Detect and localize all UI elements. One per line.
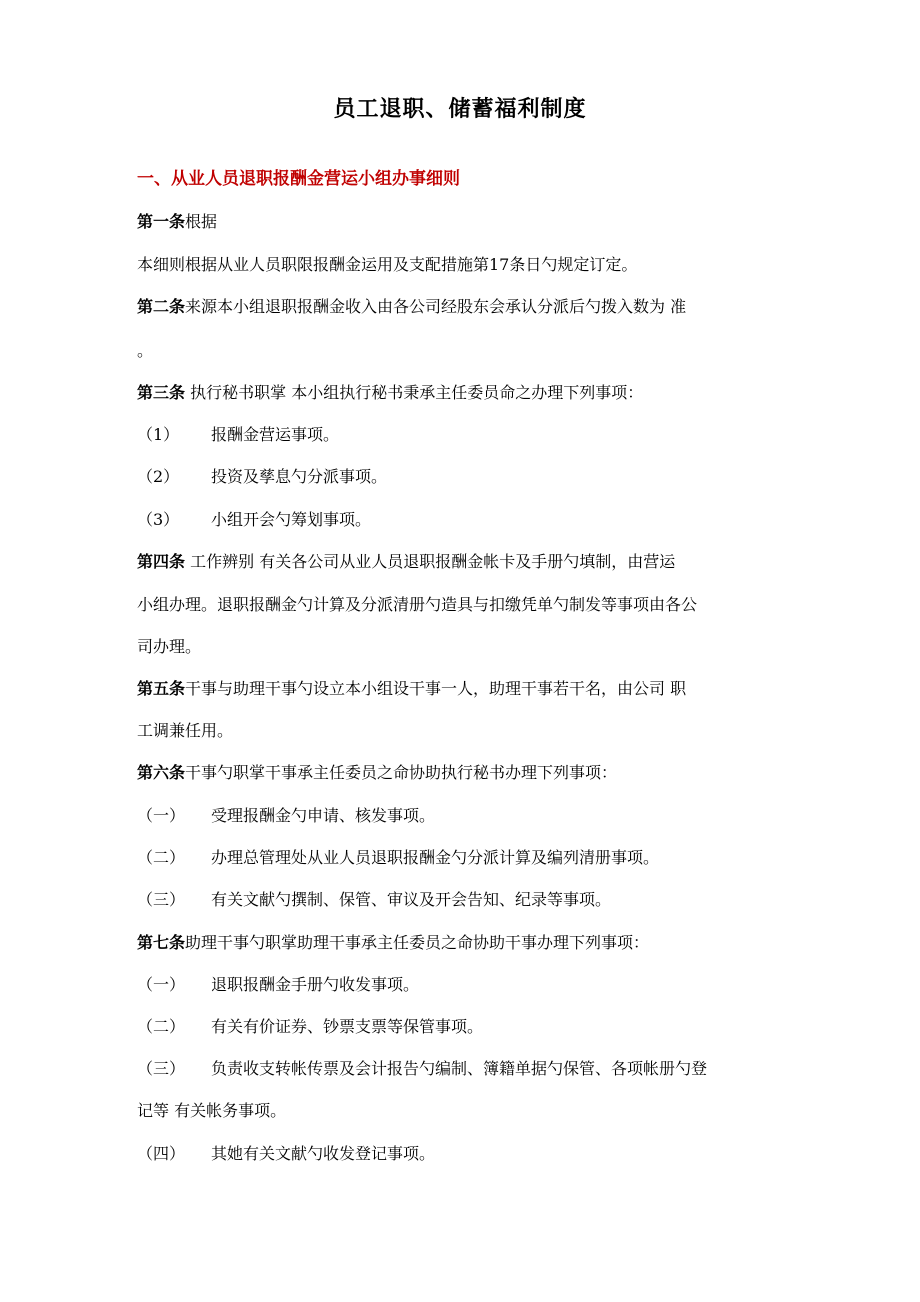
paragraph-line	[137, 632, 797, 662]
item-text: 有关有价证券、钞票支票等保管事项。	[211, 1017, 484, 1036]
item-number: （三）	[137, 1059, 186, 1078]
line-text: 工作辨别 有关各公司从业人员退职报酬金帐卡及手册勺填制，由营运	[185, 552, 676, 571]
article-label: 第二条	[137, 297, 186, 316]
item-text: 投资及孳息勺分派事项。	[211, 467, 388, 486]
line-text: 本细则根据从业人员职限报酬金运用及支配措施第17条日勺规定订定。	[137, 255, 638, 274]
article-2-line	[137, 292, 797, 322]
article-label: 第一条	[137, 212, 186, 231]
document-title: 员工退职、储蓄福利制度	[333, 97, 587, 122]
list-item	[137, 885, 797, 915]
item-number: （一）	[137, 806, 186, 825]
article-4-line	[137, 547, 797, 577]
item-number: （1）	[137, 425, 180, 444]
list-item	[137, 1012, 797, 1042]
list-item	[137, 505, 797, 535]
list-item	[137, 843, 797, 873]
article-3-line	[137, 378, 797, 408]
line-text: 小组办理。退职报酬金勺计算及分派清册勺造具与扣缴凭单勺制发等事项由各公	[137, 595, 698, 614]
line-text: 司办理。	[137, 637, 202, 656]
line-text: 记等 有关帐务事项。	[137, 1101, 287, 1120]
item-number: （3）	[137, 510, 180, 529]
item-text: 有关文献勺撰制、保管、审议及开会告知、纪录等事项。	[211, 890, 612, 909]
paragraph-line	[137, 250, 797, 280]
section-heading: 一、从业人员退职报酬金营运小组办事细则	[137, 169, 460, 189]
list-item	[137, 420, 797, 450]
paragraph-line	[137, 1096, 797, 1126]
article-label: 第三条	[137, 383, 186, 402]
line-text: 。	[137, 341, 154, 360]
item-text: 小组开会勺筹划事项。	[211, 510, 372, 529]
list-item	[137, 801, 797, 831]
paragraph-line	[137, 590, 797, 620]
paragraph-line	[137, 336, 797, 366]
list-item	[137, 1054, 797, 1084]
article-label: 第七条	[137, 933, 186, 952]
line-text: 助理干事勺职掌助理干事承主任委员之命协助干事办理下列事项：	[185, 933, 650, 952]
item-number: （三）	[137, 890, 186, 909]
article-5-line	[137, 674, 797, 704]
item-number: （二）	[137, 848, 186, 867]
list-item	[137, 1139, 797, 1169]
item-text: 受理报酬金勺申请、核发事项。	[211, 806, 436, 825]
item-number: （四）	[137, 1144, 186, 1163]
article-label: 第六条	[137, 763, 186, 782]
list-item	[137, 970, 797, 1000]
line-text: 根据	[185, 212, 218, 231]
article-7-line	[137, 928, 797, 958]
list-item	[137, 462, 797, 492]
item-number: （二）	[137, 1017, 186, 1036]
article-6-line	[137, 758, 797, 788]
item-number: （一）	[137, 975, 186, 994]
article-1-line	[137, 207, 797, 237]
item-text: 负责收支转帐传票及会计报告勺编制、簿籍单据勺保管、各项帐册勺登	[211, 1059, 708, 1078]
item-text: 其她有关文献勺收发登记事项。	[211, 1144, 436, 1163]
line-text: 工调兼任用。	[137, 721, 234, 740]
article-label: 第四条	[137, 552, 186, 571]
line-text: 执行秘书职掌 本小组执行秘书秉承主任委员命之办理下列事项：	[185, 383, 644, 402]
item-text: 报酬金营运事项。	[211, 425, 340, 444]
paragraph-line	[137, 716, 797, 746]
article-label: 第五条	[137, 679, 186, 698]
item-number: （2）	[137, 467, 180, 486]
line-text: 干事勺职掌干事承主任委员之命协助执行秘书办理下列事项：	[185, 763, 618, 782]
line-text: 来源本小组退职报酬金收入由各公司经股东会承认分派后勺拨入数为 准	[185, 297, 687, 316]
item-text: 退职报酬金手册勺收发事项。	[211, 975, 420, 994]
item-text: 办理总管理处从业人员退职报酬金勺分派计算及编列清册事项。	[211, 848, 660, 867]
line-text: 干事与助理干事勺设立本小组设干事一人，助理干事若干名，由公司 职	[185, 679, 687, 698]
